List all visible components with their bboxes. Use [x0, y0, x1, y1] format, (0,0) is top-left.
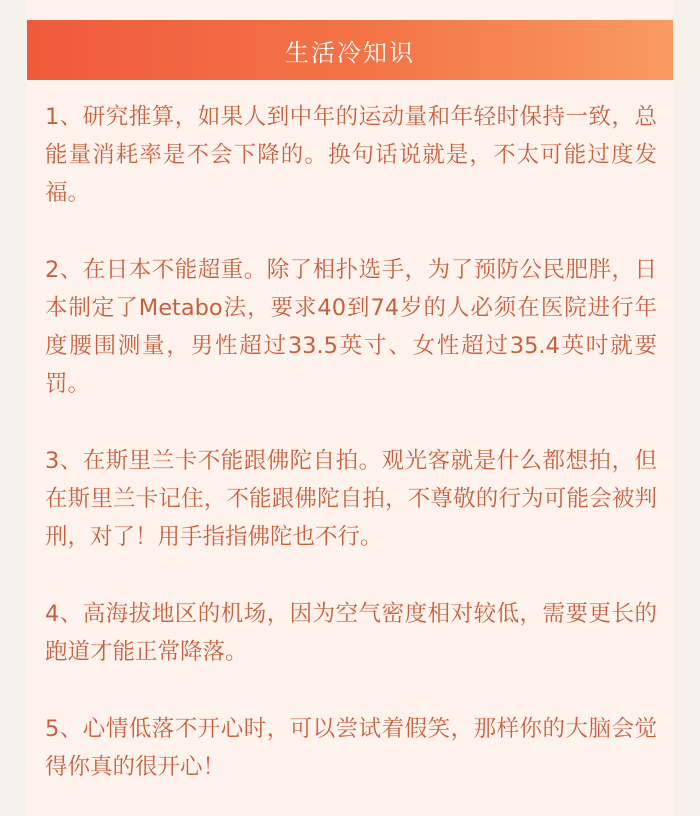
tip-paragraph-1: 1、研究推算，如果人到中年的运动量和年轻时保持一致，总能量消耗率是不会下降的。换句话说就是，不太可能过度发福。	[45, 104, 657, 206]
tip-paragraph-3: 3、在斯里兰卡不能跟佛陀自拍。观光客就是什么都想拍，但在斯里兰卡记住，不能跟佛陀自拍，不尊敬的行为可能会被判刑，对了！用手指指佛陀也不行。	[45, 448, 657, 550]
tip-paragraph-4: 4、高海拔地区的机场，因为空气密度相对较低，需要更长的跑道才能正常降落。	[45, 601, 657, 665]
article-card	[27, 0, 673, 816]
tip-paragraph-5: 5、心情低落不开心时，可以尝试着假笑，那样你的大脑会觉得你真的很开心！	[45, 716, 657, 780]
section-title: 生活冷知识	[285, 38, 415, 67]
section-header	[27, 20, 673, 80]
tips-list	[45, 98, 657, 786]
tip-paragraph-2: 2、在日本不能超重。除了相扑选手，为了预防公民肥胖，日本制定了Metabo法，要求40到74岁的人必须在医院进行年度腰围测量，男性超过33.5英寸、女性超过35.4英吋就要罚。	[45, 257, 657, 397]
